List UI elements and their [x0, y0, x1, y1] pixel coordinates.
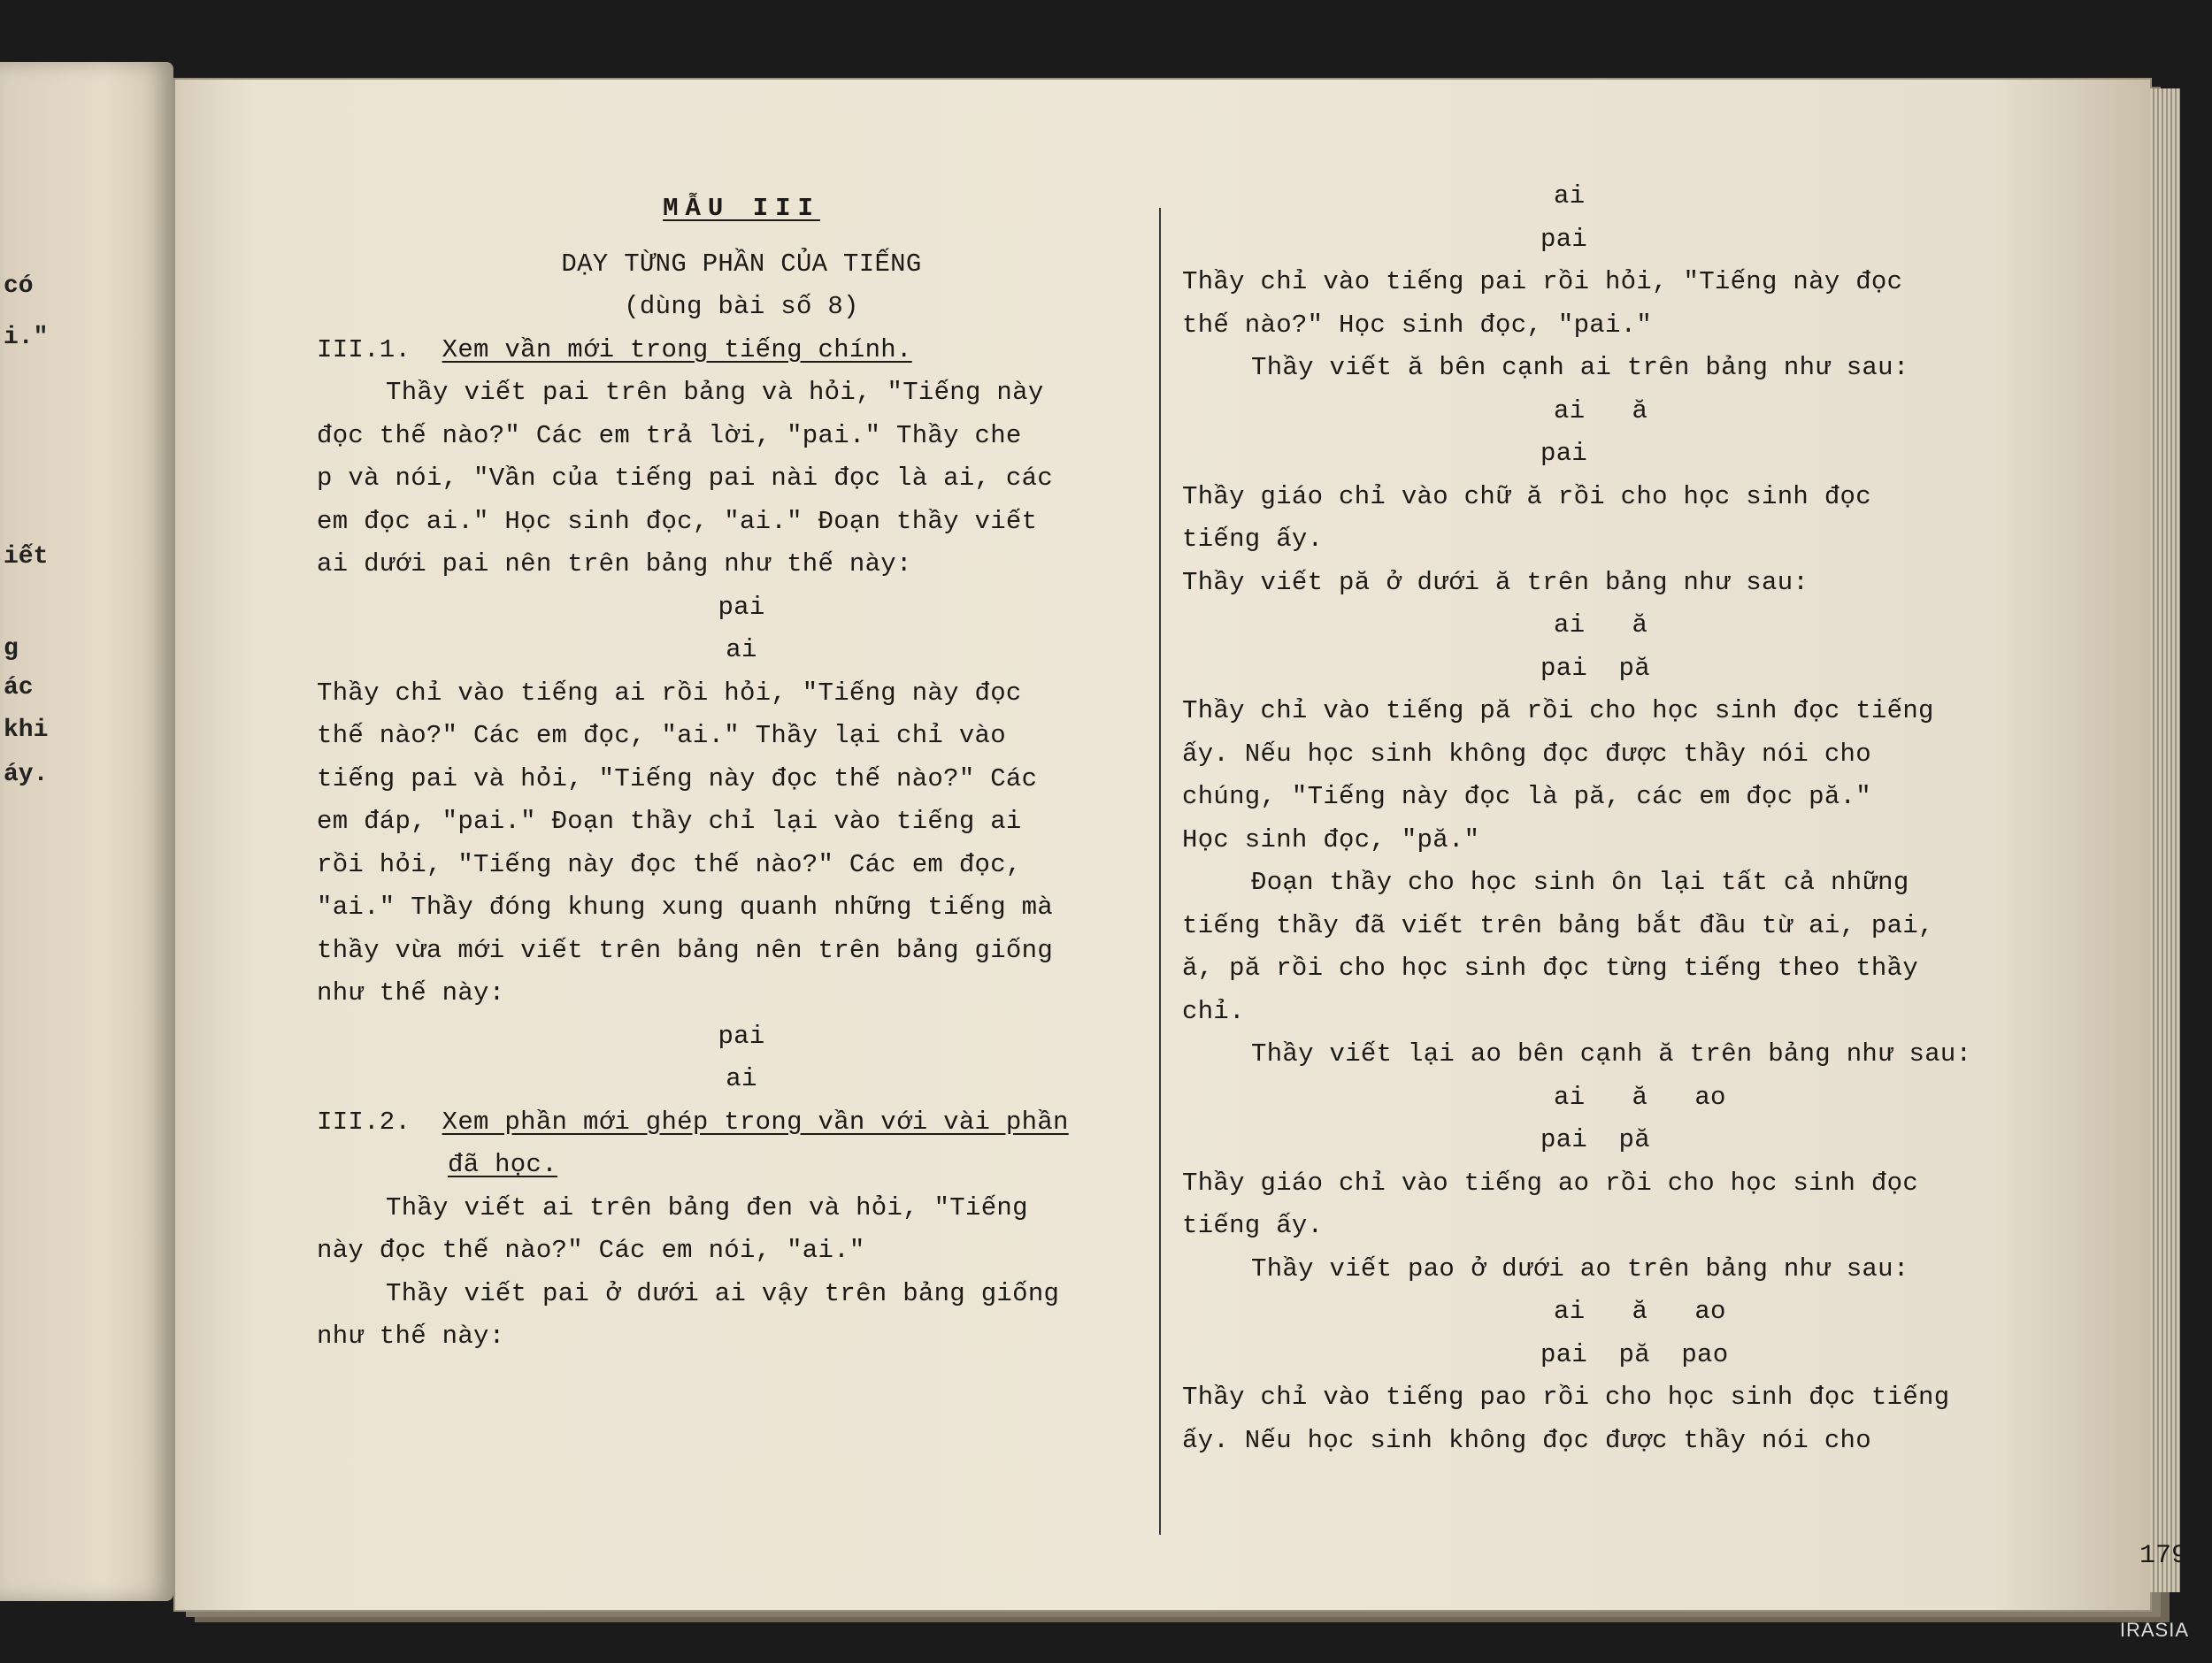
example-line: ai ă	[1554, 610, 1648, 640]
text-line: như thế này:	[317, 978, 505, 1008]
section-subheading: (dùng bài số 8)	[624, 292, 859, 321]
text-line: như thế này:	[317, 1322, 505, 1351]
example-line: pai	[1540, 439, 1588, 468]
text-line: em đọc ai." Học sinh đọc, "ai." Đoạn thầy viết	[317, 506, 1038, 536]
right-column	[1182, 175, 2212, 1462]
page-number: 179	[2139, 1541, 2188, 1571]
section-title-text: đã học.	[448, 1150, 557, 1179]
text-line: Thầy chỉ vào tiếng ai rồi hỏi, "Tiếng này đọc	[317, 678, 1022, 708]
text-line: tiếng pai và hỏi, "Tiếng này đọc thế nào?" Các	[317, 763, 1038, 793]
example-line: pai	[718, 592, 765, 622]
text-line: Thầy viết ai trên bảng đen và hỏi, "Tiếng	[386, 1192, 1028, 1222]
watermark-text: IRASIA	[2119, 1619, 2189, 1641]
prev-text-fragment: có	[4, 272, 34, 300]
book-page	[175, 80, 2188, 1610]
example-line: pai pă	[1540, 653, 1650, 683]
text-line: đọc thế nào?" Các em trả lời, "pai." Thầy che	[317, 420, 1022, 450]
text-line: em đáp, "pai." Đoạn thầy chỉ lại vào tiếng ai	[317, 807, 1022, 836]
example-line: ai	[726, 1064, 757, 1093]
text-line: rồi hỏi, "Tiếng này đọc thế nào?" Các em đọc,	[317, 849, 1022, 879]
text-line: ai dưới pai nên trên bảng như thế này:	[317, 549, 912, 579]
text-line: Thầy giáo chỉ vào tiếng ao rồi cho học sinh đọc	[1182, 1168, 1919, 1198]
example-line: ai ă ao	[1554, 1297, 1726, 1326]
text-line: Thầy viết pai ở dưới ai vậy trên bảng giống	[386, 1278, 1060, 1308]
page-title: MẪU III	[663, 194, 820, 223]
prev-text-fragment: ác	[4, 674, 34, 701]
text-line: Thầy viết pai trên bảng và hỏi, "Tiếng này	[386, 378, 1044, 407]
example-line: pai pă	[1540, 1125, 1650, 1154]
text-line: Thầy giáo chỉ vào chữ ă rồi cho học sinh đọc	[1182, 481, 1871, 511]
section-number: III.2.	[317, 1107, 411, 1137]
text-line: chỉ.	[1182, 996, 1245, 1026]
example-line: pai	[718, 1021, 765, 1051]
text-line: ấy. Nếu học sinh không đọc được thầy nói cho	[1182, 1425, 1871, 1455]
section-title-text: Xem phần mới ghép trong vần với vài phần	[442, 1107, 1069, 1137]
text-line: tiếng thầy đã viết trên bảng bắt đầu từ ai, pai,	[1182, 910, 1934, 940]
text-line: Thầy viết pă ở dưới ă trên bảng như sau:	[1182, 567, 1809, 597]
section-heading: DẠY TỪNG PHẦN CỦA TIẾNG	[561, 249, 922, 279]
text-line: chúng, "Tiếng này đọc là pă, các em đọc pă."	[1182, 782, 1871, 811]
text-line: Thầy chỉ vào tiếng pă rồi cho học sinh đọc tiếng	[1182, 696, 1934, 725]
example-line: ai ă	[1554, 395, 1648, 425]
text-line: Thầy viết ă bên cạnh ai trên bảng như sau:	[1251, 353, 1909, 382]
text-line: Thầy viết pao ở dưới ao trên bảng như sau:	[1251, 1253, 1909, 1284]
text-line: Đoạn thầy cho học sinh ôn lại tất cả những	[1251, 868, 1909, 897]
section-title-2	[317, 1101, 1166, 1145]
example-line: ai ă ao	[1554, 1082, 1726, 1112]
text-line: tiếng ấy.	[1182, 525, 1324, 554]
prev-text-fragment: khi	[4, 717, 49, 744]
text-line: "ai." Thầy đóng khung xung quanh những tiếng mà	[317, 893, 1054, 922]
example-line: ai	[726, 635, 757, 664]
text-line: ă, pă rồi cho học sinh đọc từng tiếng theo thầy	[1182, 954, 1919, 983]
text-line: này đọc thế nào?" Các em nói, "ai."	[317, 1236, 865, 1265]
example-line: ai	[1554, 181, 1586, 211]
text-line: ấy. Nếu học sinh không đọc được thầy nói cho	[1182, 739, 1871, 769]
section-title-text: Xem vần mới trong tiếng chính.	[442, 334, 912, 364]
example-line: pai pă pao	[1540, 1339, 1729, 1369]
column-divider	[1159, 208, 1161, 1535]
text-line: tiếng ấy.	[1182, 1211, 1324, 1240]
previous-page-edge	[0, 62, 173, 1601]
text-line: p và nói, "Vần của tiếng pai nài đọc là ai, các	[317, 464, 1054, 493]
left-column	[317, 188, 1166, 1359]
text-line: Thầy chỉ vào tiếng pai rồi hỏi, "Tiếng này đọc	[1182, 267, 1903, 296]
text-line: Học sinh đọc, "pă."	[1182, 824, 1480, 854]
text-line: thế nào?" Học sinh đọc, "pai."	[1182, 310, 1653, 340]
text-line: Thầy chỉ vào tiếng pao rồi cho học sinh đọc tiếng	[1182, 1383, 1950, 1412]
section-title-1	[317, 329, 1166, 372]
prev-text-fragment: i."	[4, 324, 49, 351]
example-line: pai	[1540, 224, 1588, 254]
prev-text-fragment: g	[4, 635, 19, 663]
text-line: Thầy viết lại ao bên cạnh ă trên bảng như sau:	[1251, 1039, 1972, 1069]
prev-text-fragment: iết	[4, 543, 49, 571]
text-line: thế nào?" Các em đọc, "ai." Thầy lại chỉ vào	[317, 721, 1006, 750]
text-line: thầy vừa mới viết trên bảng nên trên bảng giống	[317, 935, 1054, 965]
section-number: III.1.	[317, 334, 411, 364]
prev-text-fragment: áy.	[4, 761, 49, 788]
